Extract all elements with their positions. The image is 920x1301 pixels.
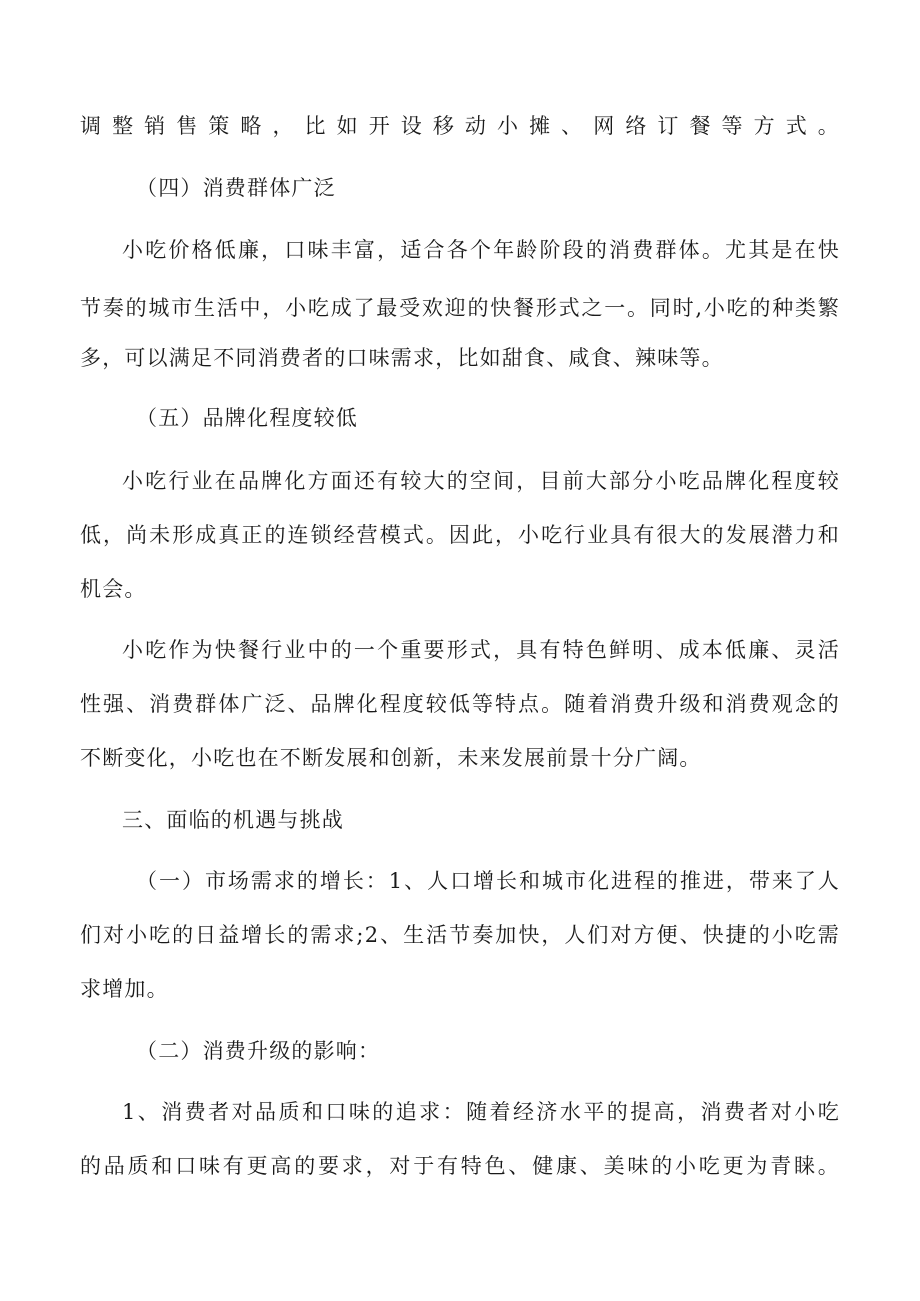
paragraph-line: 的品质和口味有更高的要求，对于有特色、健康、美味的小吃更为青睐。 — [80, 1154, 840, 1178]
paragraph-line: 性强、消费群体广泛、品牌化程度较低等特点。随着消费升级和消费观念的 — [80, 692, 840, 716]
paragraph-line: 们对小吃的日益增长的需求;2、生活节奏加快，人们对方便、快捷的小吃需 — [80, 923, 840, 947]
paragraph-line: 1、消费者对品质和口味的追求：随着经济水平的提高，消费者对小吃 — [122, 1100, 840, 1124]
paragraph-line: 小吃作为快餐行业中的一个重要形式，具有特色鲜明、成本低廉、灵活 — [122, 638, 840, 662]
paragraph-line: 不断变化，小吃也在不断发展和创新，未来发展前景十分广阔。 — [80, 746, 702, 770]
paragraph-line: 节奏的城市生活中，小吃成了最受欢迎的快餐形式之一。同时,小吃的种类繁 — [80, 296, 840, 320]
paragraph-line: 低，尚未形成真正的连锁经营模式。因此，小吃行业具有很大的发展潜力和 — [80, 523, 840, 547]
paragraph-line: 求增加。 — [80, 977, 169, 1001]
paragraph-line: 机会。 — [80, 577, 147, 601]
paragraph-line: 多，可以满足不同消费者的口味需求，比如甜食、咸食、辣味等。 — [80, 346, 724, 370]
paragraph-line: （一）市场需求的增长：1、人口增长和城市化进程的推进，带来了人 — [136, 869, 840, 893]
paragraph-line: 小吃行业在品牌化方面还有较大的空间，目前大部分小吃品牌化程度较 — [122, 469, 840, 493]
paragraph-line: 小吃价格低廉，口味丰富，适合各个年龄阶段的消费群体。尤其是在快 — [122, 238, 840, 262]
section-heading: 三、面临的机遇与挑战 — [122, 808, 344, 832]
section-heading: （四）消费群体广泛 — [136, 176, 336, 200]
paragraph-line: 调整销售策略，比如开设移动小摊、网络订餐等方式。 — [80, 114, 840, 138]
section-heading: （二）消费升级的影响： — [136, 1039, 381, 1063]
section-heading: （五）品牌化程度较低 — [136, 406, 358, 430]
